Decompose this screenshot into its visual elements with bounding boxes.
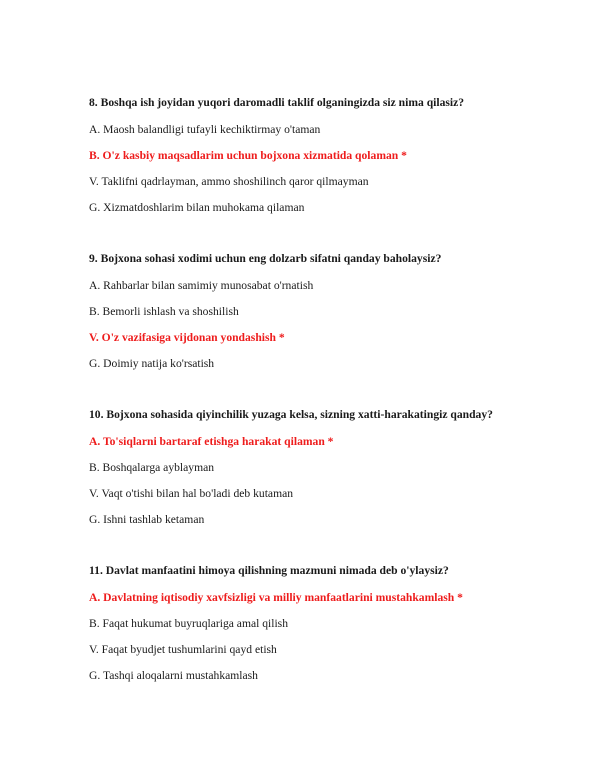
option-b: B. Faqat hukumat buyruqlariga amal qilish [89, 617, 288, 630]
option-v: V. Vaqt o'tishi bilan hal bo'ladi deb kutaman [89, 487, 294, 500]
option-b: B. Bemorli ishlash va shoshilish [89, 305, 239, 318]
question-9 [89, 252, 560, 370]
option-v-correct: V. O'z vazifasiga vijdonan yondashish * [89, 331, 285, 344]
option-g: G. Tashqi aloqalarni mustahkamlash [89, 669, 258, 682]
option-v: V. Faqat byudjet tushumlarini qayd etish [89, 643, 277, 656]
option-a: A. Rahbarlar bilan samimiy munosabat o'rnatish [89, 279, 314, 292]
question-11 [89, 564, 560, 682]
option-v: V. Taklifni qadrlayman, ammo shoshilinch qaror qilmayman [89, 175, 369, 188]
question-text: 10. Bojxona sohasida qiyinchilik yuzaga kelsa, sizning xatti-harakatingiz qanday? [89, 408, 493, 421]
question-text: 11. Davlat manfaatini himoya qilishning mazmuni nimada deb o'ylaysiz? [89, 564, 449, 577]
option-g: G. Xizmatdoshlarim bilan muhokama qilaman [89, 201, 305, 214]
option-g: G. Ishni tashlab ketaman [89, 513, 205, 526]
question-text: 9. Bojxona sohasi xodimi uchun eng dolzarb sifatni qanday baholaysiz? [89, 252, 442, 265]
option-b-correct: B. O'z kasbiy maqsadlarim uchun bojxona xizmatida qolaman * [89, 149, 407, 162]
question-10 [89, 408, 560, 526]
option-g: G. Doimiy natija ko'rsatish [89, 357, 215, 370]
option-b: B. Boshqalarga ayblayman [89, 461, 215, 474]
option-a-correct: A. Davlatning iqtisodiy xavfsizligi va milliy manfaatlarini mustahkamlash * [89, 591, 463, 604]
question-8 [89, 96, 560, 214]
question-text: 8. Boshqa ish joyidan yuqori daromadli taklif olganingizda siz nima qilasiz? [89, 96, 465, 109]
option-a: A. Maosh balandligi tufayli kechiktirmay o'taman [89, 123, 321, 136]
option-a-correct: A. To'siqlarni bartaraf etishga harakat qilaman * [89, 435, 334, 448]
